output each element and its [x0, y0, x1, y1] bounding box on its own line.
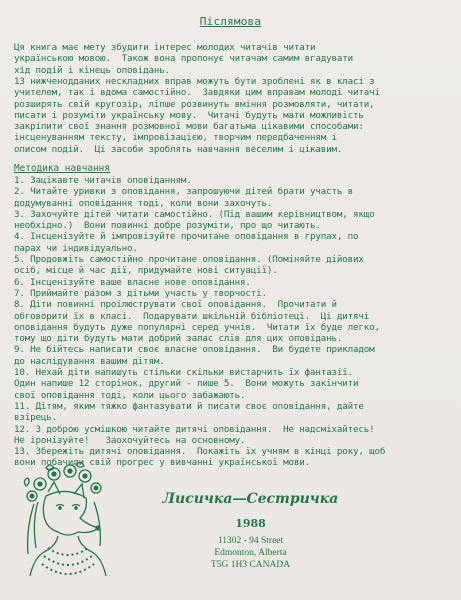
list-item: 1. Зацікавте читачів оповіданням. [14, 175, 192, 186]
methods-heading: Методика навчання [14, 163, 110, 174]
publication-year: 1988 [235, 517, 266, 530]
list-item: 8. Діти повинні проілюструвати свої оповідання. Прочитати й обговорити їх в класі. Подарувати шкільній бібліотеці. Ці дитячі оповідання будуть дуже популярні серед учнів. Читати їх буде легко, тому що діти будуть мати добрий запас слів для цих оповідань. [14, 299, 380, 345]
address-street: 11302 - 94 Street [217, 536, 284, 546]
list-item: 7. Приймайте разом з дітьми участь у творчості. [14, 287, 267, 299]
list-item: 6. Інсценізуйте ваше власне нове оповідання. [14, 276, 251, 288]
list-item: 3. Захочуйте дітей читати самостійно. (Під вашим керівництвом, якщо необхідно.) Вони повинні добре розуміти, про що читають. [14, 208, 375, 232]
list-item: 11. Дітям, яким тяжко фантазувати й писати своє оповідання, дайте взірець. [14, 400, 364, 424]
publisher-name: Лисичка—Сестричка [162, 491, 339, 507]
address-city: Edmonton, Alberta [214, 548, 287, 558]
intro-paragraph-2: 13 нижченодданих нескладних вправ можуть бути зроблені як в класі з учителем, так і вдома самостійно. Завдяки цим вправам молоді читачі розширять свій кругозір, ліпше розвинуть вміння розмовляти, читати, писати і розуміти українську мову. Читачі будуть мати можливість закріпити свої знання розмовної мови багатьма цікавими способами: інсценуванням тексту, імпровізацією, творчим передбаченням і описом подій. Ці засоби зроблять навчання веселим і цікавим. [14, 76, 380, 155]
list-item: 10. Нехай діти напишуть стільки скільки вистарчить їх фантазії. Один напише 12 сторінок, другий - лише 5. Вони можуть закінчити свої оповідання тоді, коли цього забажають. [14, 367, 359, 401]
address-postal: T5G 1H3 CANADA [210, 560, 291, 570]
list-item: 2. Читайте уривки з оповідання, запрошуючи дітей брати участь в додумуванні оповідання тоді, коли вони захочуть. [14, 186, 354, 209]
list-item: 13. Збережіть дитячі оповідання. Покажіть їх учням в кінці року, щоб вони побачили свій прогрес у вивчанні української мови. [14, 446, 386, 469]
list-item: 12. З доброю усмішкою читайте дитячі оповідання. Не надсміхайтесь! Не іронізуйте! Заохочуйтесь на основному. [14, 423, 375, 446]
list-item: 9. Не бійтесь написати своє власне оповідання. Ви будете прикладом до наслідування вашим дітям. [14, 344, 375, 367]
page-title: Післямова [199, 15, 262, 28]
intro-paragraph-1: Ця книга має мету збудити інтерес молодих читачів читати українською мовою. Також вона пропонує читачам самим вгадувати хід подій і кінець оповідань. [14, 42, 354, 76]
list-item: 5. Продовжіть самостійно прочитане оповідання. (Поміняйте дійових осіб, місце й час дії, придумайте нові ситуації). [14, 254, 364, 277]
list-item: 4. Інсценізуйте й імпровізуйте прочитане оповідання в групах, по парах чи індивідуально. [14, 231, 359, 254]
methods-list [14, 175, 454, 469]
